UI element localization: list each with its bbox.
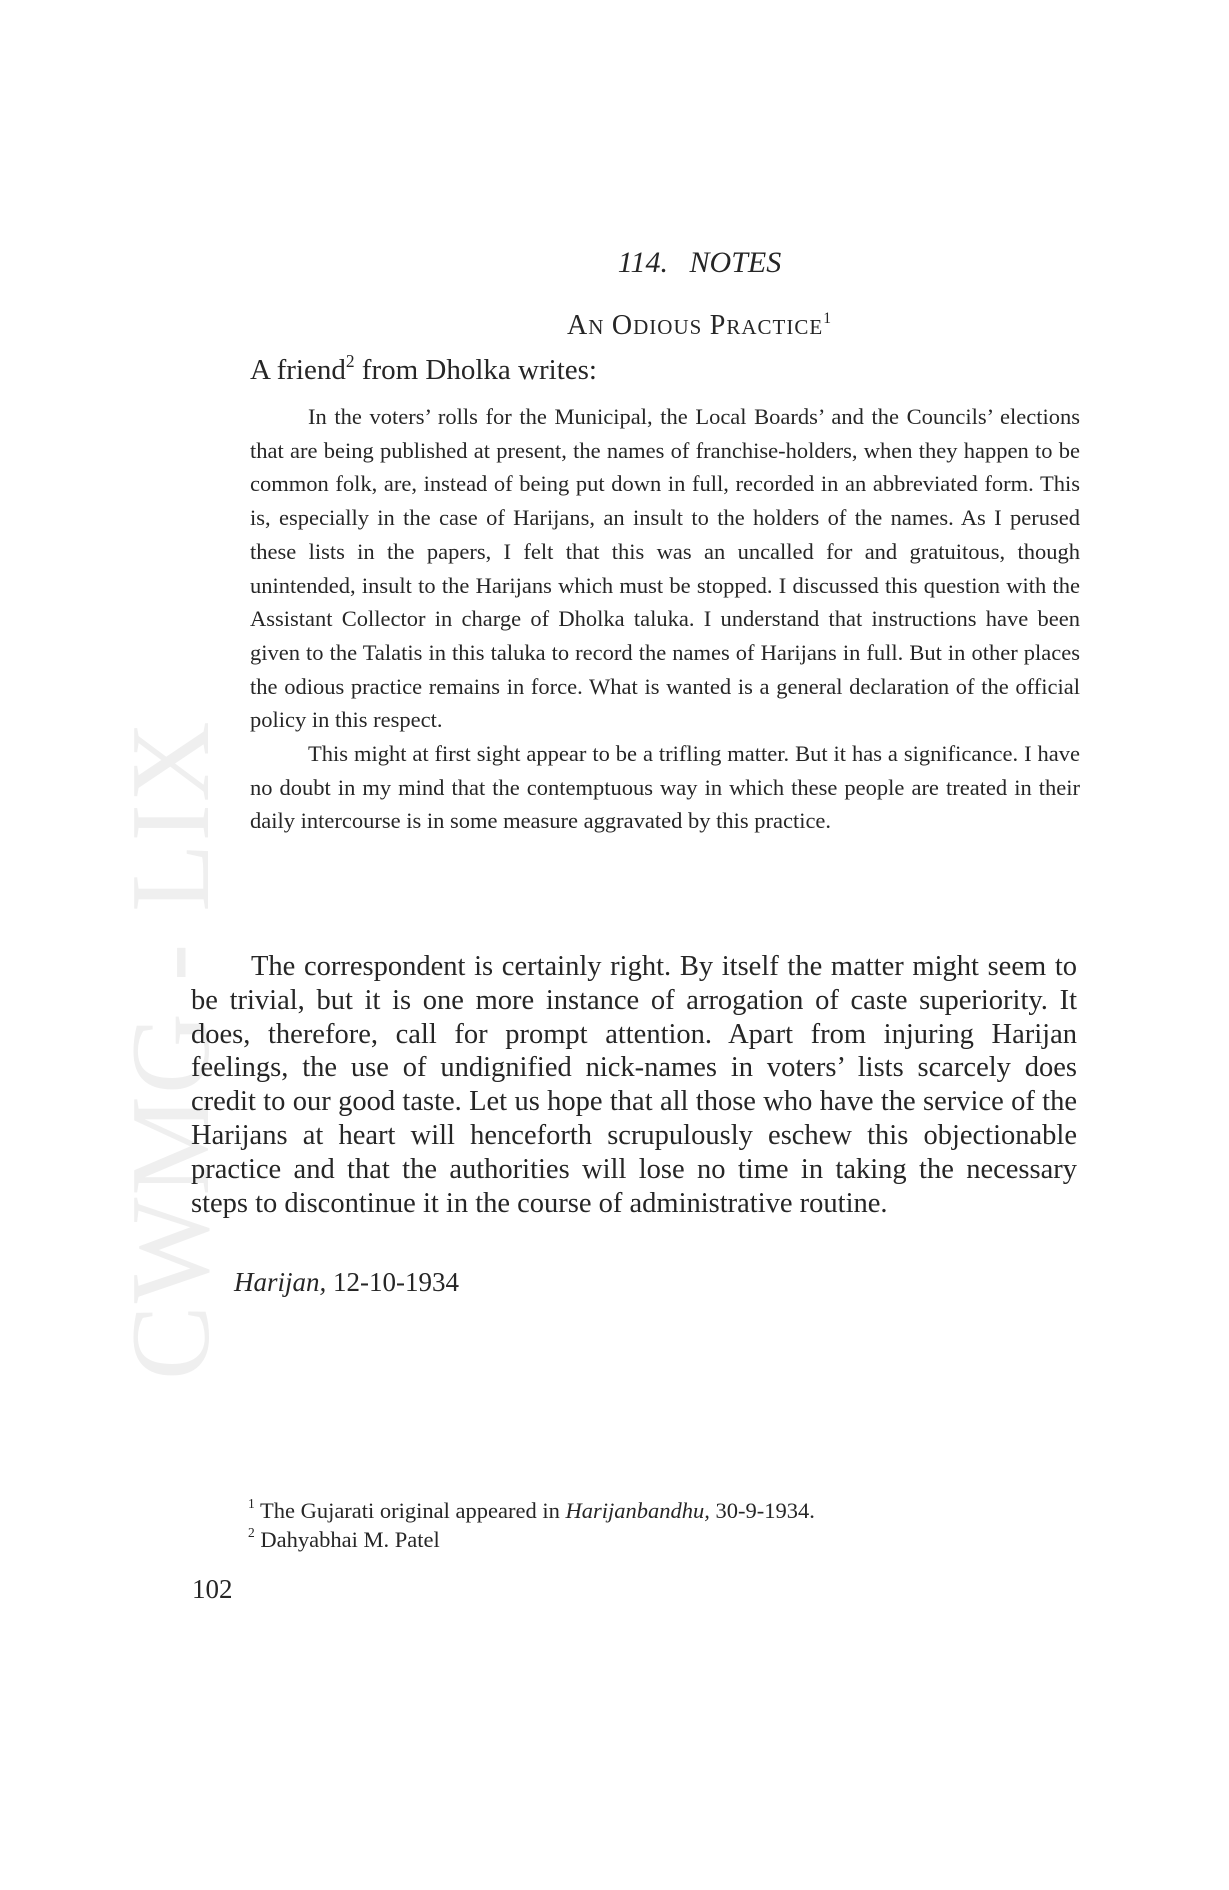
footnote-2: $^2$ Dahyabhai M. Patel [248, 1525, 440, 1552]
footnote-ref-1: 1 [823, 309, 833, 327]
footnotes [248, 1496, 815, 1554]
page-number: 102 [192, 1574, 233, 1604]
article-heading [0, 246, 1229, 280]
article-number: 114. [617, 246, 669, 279]
body-paragraph: The correspondent is certainly right. By itself the matter might seem to be trivial, but it is one more instance of arrogation of caste superiority. It does, therefore, call for prompt attention. Apart from injuring Harijan feelings, the use of undignified nick-names in voters’ lists scarcely does credit to our good taste. Let us hope that all those who have the service of the Harijans at heart will henceforth scrupulously eschew this objectionable practice and that the authorities will lose no time in taking the necessary steps to discontinue it in the course of administrative routine. [191, 951, 1077, 1219]
intro-line: A friend$^2$ from Dholka writes: [250, 350, 597, 386]
quote-paragraph: In the voters’ rolls for the Municipal, the Local Boards’ and the Councils’ elections that are being published at present, the names of franchise-holders, when they happen to be common folk, are, instead of being put down in full, recorded in an abbreviated form. This is, especially in the case of Harijans, an insult to the holders of the names. As I perused these lists in the papers, I felt that this was an uncalled for and gratuitous, though unintended, insult to the Harijans which must be stopped. I discussed this question with the Assistant Collector in charge of Dholka taluka. I understand that instructions have been given to the Talatis in this taluka to record the names of Harijans in full. But in other places the odious practice remains in force. What is wanted is a general declaration of the official policy in this respect. [250, 404, 1080, 733]
source-date: 12-10-1934 [333, 1267, 459, 1297]
section-subheading: AN ODIOUS PRACTICE$^1$ [566, 309, 833, 341]
watermark-text: CWMG - LIX [109, 719, 233, 1380]
body-text [191, 950, 1077, 1220]
source-publication: Harijan, [234, 1267, 327, 1297]
source-citation [234, 1267, 459, 1298]
footnote-ref-2: 2 [345, 350, 355, 371]
quoted-letter [250, 400, 1080, 838]
article-title: NOTES [689, 246, 782, 279]
quote-paragraph: This might at first sight appear to be a trifling matter. But it has a significance. I have no doubt in my mind that the contemptuous way in which these people are treated in their daily intercourse is in some measure aggravated by this practice. [250, 741, 1080, 834]
footnote-1: $^1$ The Gujarati original appeared in Harijanbandhu, 30-9-1934. [248, 1496, 815, 1523]
watermark [109, 502, 233, 1382]
